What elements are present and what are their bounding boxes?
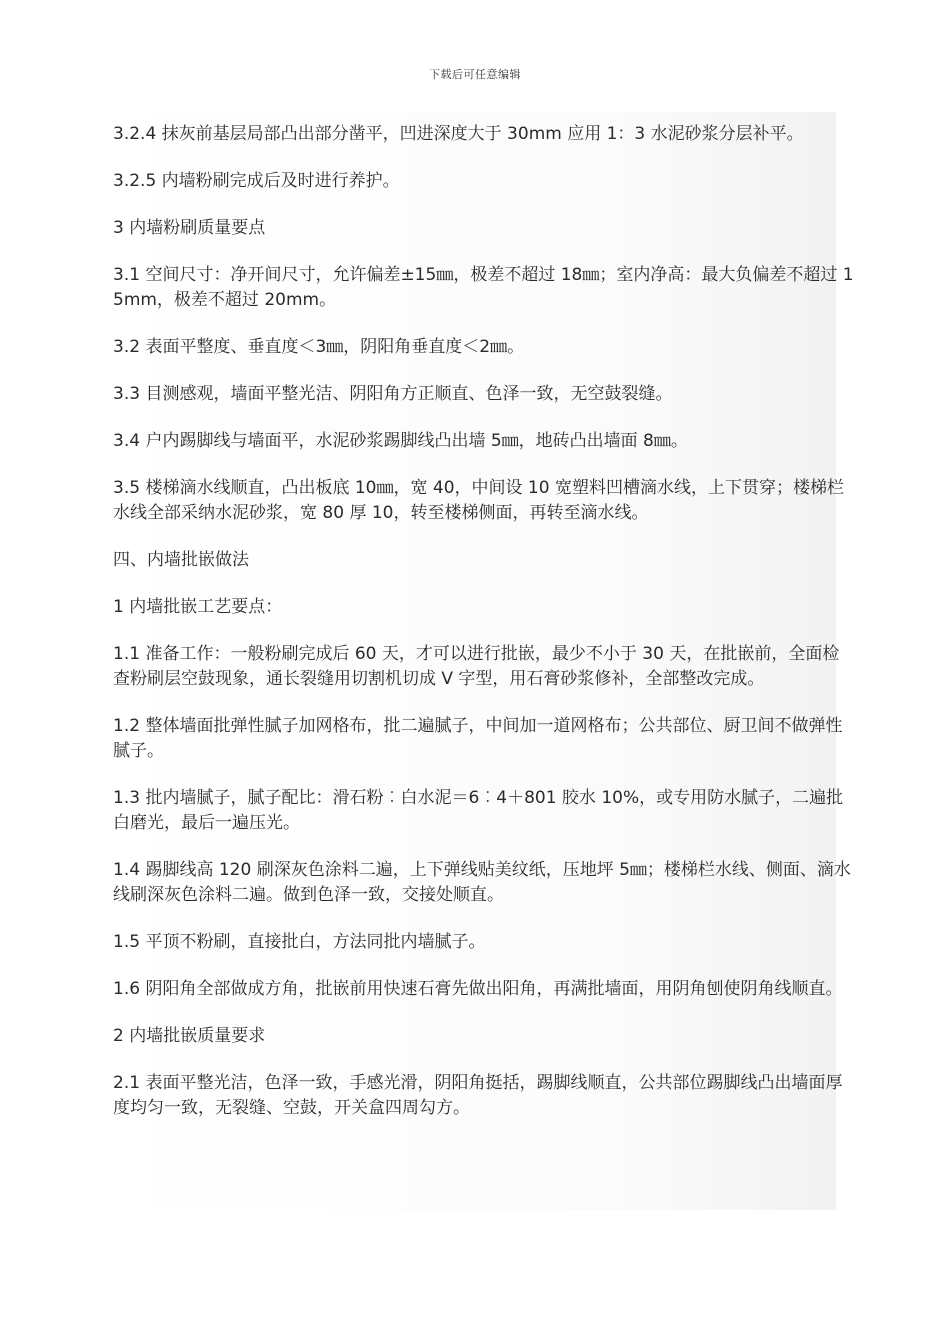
paragraph-3-1: 3.1 空间尺寸：净开间尺寸，允许偏差±15㎜，极差不超过 18㎜；室内净高：最大负偏差不超过 15mm，极差不超过 20mm。 <box>113 265 854 310</box>
paragraph-3-4: 3.4 户内踢脚线与墙面平，水泥砂浆踢脚线凸出墙 5㎜，地砖凸出墙面 8㎜。 <box>113 431 688 451</box>
paragraph-3-2: 3.2 表面平整度、垂直度＜3㎜，阴阳角垂直度＜2㎜。 <box>113 337 525 357</box>
page-header: 下载后可任意编辑 <box>429 68 521 81</box>
section-heading-four: 四、内墙批嵌做法 <box>113 550 249 570</box>
paragraph-3-3: 3.3 目测感观，墙面平整光洁、阴阳角方正顺直、色泽一致，无空鼓裂缝。 <box>113 384 673 404</box>
paragraph-3-2-5: 3.2.5 内墙粉刷完成后及时进行养护。 <box>113 171 400 191</box>
paragraph-1-2: 1.2 整体墙面批弹性腻子加网格布，批二遍腻子，中间加一道网格布；公共部位、厨卫间不做弹性腻子。 <box>113 716 843 761</box>
paragraph-1-3: 1.3 批内墙腻子，腻子配比：滑石粉︰白水泥＝6︰4＋801 胶水 10%，或专用防水腻子，二遍批白磨光，最后一遍压光。 <box>113 788 844 833</box>
section-heading-quality-points: 3 内墙粉刷质量要点 <box>113 218 266 238</box>
section-heading-process-points: 1 内墙批嵌工艺要点： <box>113 597 283 617</box>
section-heading-quality-requirements: 2 内墙批嵌质量要求 <box>113 1026 266 1046</box>
paragraph-3-2-4: 3.2.4 抹灰前基层局部凸出部分凿平，凹进深度大于 30mm 应用 1：3 水泥砂浆分层补平。 <box>113 124 804 144</box>
paragraph-1-4: 1.4 踢脚线高 120 刷深灰色涂料二遍，上下弹线贴美纹纸，压地坪 5㎜；楼梯栏水线、侧面、滴水线刷深灰色涂料二遍。做到色泽一致，交接处顺直。 <box>113 860 851 905</box>
paragraph-2-1: 2.1 表面平整光洁，色泽一致，手感光滑，阴阳角挺括，踢脚线顺直，公共部位踢脚线凸出墙面厚度均匀一致，无裂缝、空鼓，开关盒四周勾方。 <box>113 1073 843 1118</box>
paragraph-1-1: 1.1 准备工作：一般粉刷完成后 60 天，才可以进行批嵌，最少不小于 30 天，在批嵌前，全面检查粉刷层空鼓现象，通长裂缝用切割机切成 V 字型，用石膏砂浆修补，全部整改完成。 <box>113 644 840 689</box>
paragraph-3-5: 3.5 楼梯滴水线顺直，凸出板底 10㎜，宽 40，中间设 10 宽塑料凹槽滴水线，上下贯穿；楼梯栏水线全部采纳水泥砂浆，宽 80 厚 10，转至楼梯侧面，再转至滴水线。 <box>113 478 844 523</box>
paragraph-1-5: 1.5 平顶不粉刷，直接批白，方法同批内墙腻子。 <box>113 932 486 952</box>
document-body <box>113 122 855 1143</box>
paragraph-1-6: 1.6 阴阳角全部做成方角，批嵌前用快速石膏先做出阳角，再满批墙面，用阴角刨使阴角线顺直。 <box>113 979 843 999</box>
